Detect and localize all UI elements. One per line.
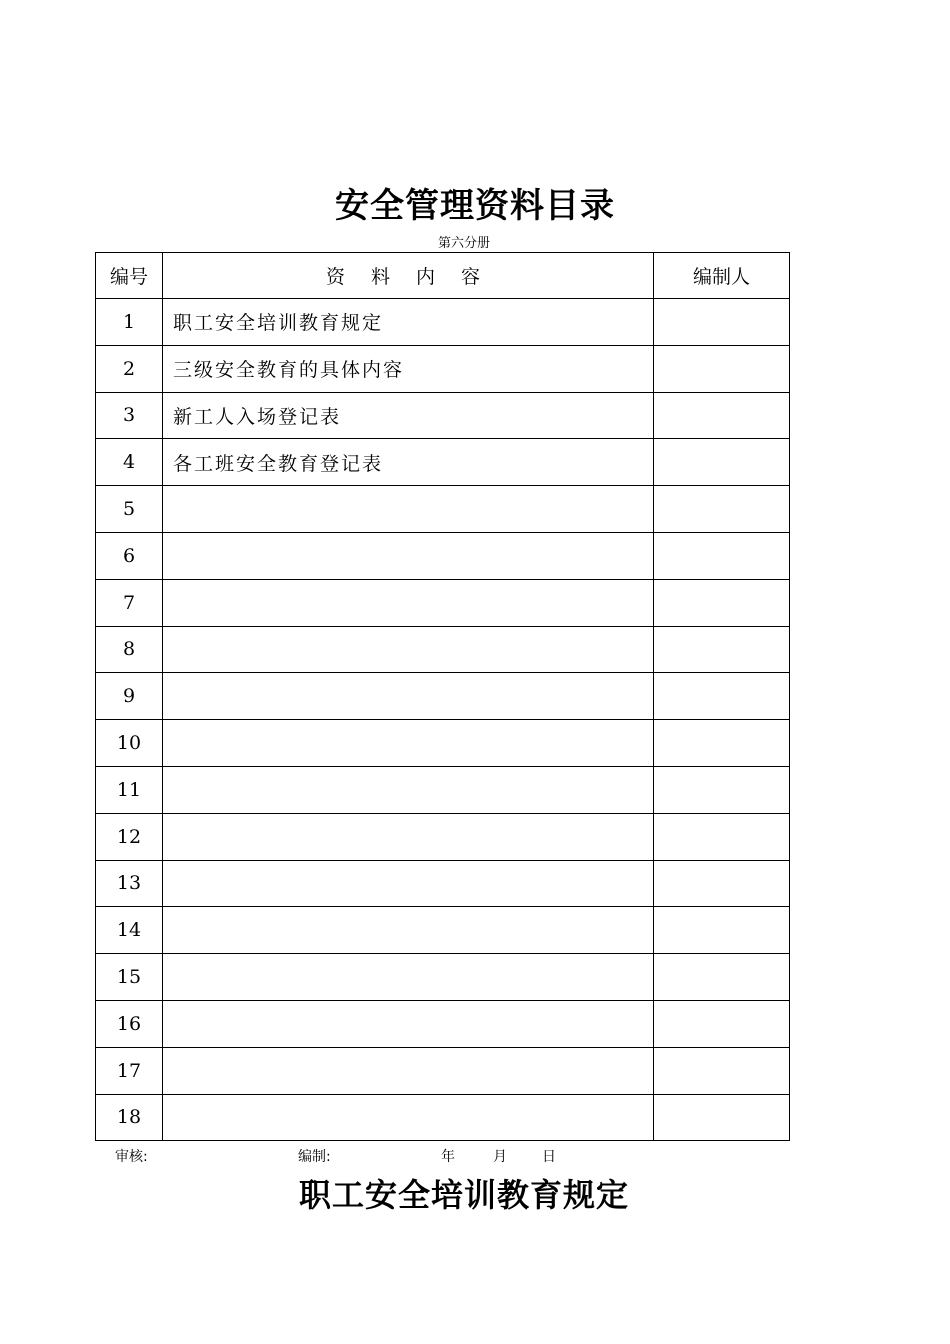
row-number: 8 <box>96 626 163 673</box>
year-label: 年 <box>441 1149 455 1165</box>
row-number: 12 <box>96 813 163 860</box>
row-author <box>654 813 790 860</box>
row-author <box>654 860 790 907</box>
reviewer-label: 审核: <box>115 1149 148 1165</box>
row-content <box>163 720 654 767</box>
row-content <box>163 813 654 860</box>
table-row <box>96 954 790 1001</box>
row-author <box>654 907 790 954</box>
row-author <box>654 954 790 1001</box>
row-author <box>654 486 790 533</box>
row-content <box>163 579 654 626</box>
row-author <box>654 532 790 579</box>
table-row <box>96 860 790 907</box>
row-content: 三级安全教育的具体内容 <box>163 345 654 392</box>
row-content <box>163 532 654 579</box>
row-number: 2 <box>96 345 163 392</box>
row-author <box>654 345 790 392</box>
row-author <box>654 392 790 439</box>
table-row <box>96 1094 790 1141</box>
row-number: 1 <box>96 299 163 346</box>
row-number: 17 <box>96 1047 163 1094</box>
table-row <box>96 907 790 954</box>
row-content: 职工安全培训教育规定 <box>163 299 654 346</box>
row-content <box>163 907 654 954</box>
table-row <box>96 1000 790 1047</box>
header-author: 编制人 <box>654 253 790 299</box>
next-section-title: 职工安全培训教育规定 <box>298 1176 629 1214</box>
table-row <box>96 720 790 767</box>
row-number: 16 <box>96 1000 163 1047</box>
header-content: 资 料 内 容 <box>163 253 654 299</box>
row-number: 15 <box>96 954 163 1001</box>
row-author <box>654 1094 790 1141</box>
row-number: 9 <box>96 673 163 720</box>
row-author <box>654 1047 790 1094</box>
row-content <box>163 860 654 907</box>
row-content <box>163 626 654 673</box>
table-row <box>96 532 790 579</box>
row-number: 10 <box>96 720 163 767</box>
table-row <box>96 345 790 392</box>
table-row <box>96 813 790 860</box>
row-number: 7 <box>96 579 163 626</box>
row-content <box>163 1047 654 1094</box>
row-number: 6 <box>96 532 163 579</box>
row-number: 5 <box>96 486 163 533</box>
row-author <box>654 626 790 673</box>
row-content <box>163 766 654 813</box>
table-row <box>96 1047 790 1094</box>
row-content: 各工班安全教育登记表 <box>163 439 654 486</box>
row-author <box>654 766 790 813</box>
month-label: 月 <box>493 1149 507 1165</box>
table-row <box>96 299 790 346</box>
row-number: 3 <box>96 392 163 439</box>
table-row <box>96 486 790 533</box>
row-content <box>163 486 654 533</box>
table-row <box>96 392 790 439</box>
row-number: 14 <box>96 907 163 954</box>
volume-subtitle: 第六分册 <box>437 236 490 251</box>
table-row <box>96 673 790 720</box>
row-content <box>163 1000 654 1047</box>
catalog-table <box>95 252 790 1141</box>
row-author <box>654 1000 790 1047</box>
row-number: 13 <box>96 860 163 907</box>
row-content <box>163 673 654 720</box>
row-author <box>654 673 790 720</box>
page-title: 安全管理资料目录 <box>335 186 615 226</box>
day-label: 日 <box>542 1149 556 1165</box>
row-author <box>654 299 790 346</box>
table-row <box>96 626 790 673</box>
table-row <box>96 579 790 626</box>
row-number: 4 <box>96 439 163 486</box>
row-number: 18 <box>96 1094 163 1141</box>
table-row <box>96 766 790 813</box>
table-row <box>96 439 790 486</box>
row-content: 新工人入场登记表 <box>163 392 654 439</box>
compiler-label: 编制: <box>298 1149 331 1165</box>
row-author <box>654 579 790 626</box>
row-content <box>163 1094 654 1141</box>
row-author <box>654 720 790 767</box>
row-number: 11 <box>96 766 163 813</box>
row-author <box>654 439 790 486</box>
row-content <box>163 954 654 1001</box>
header-number: 编号 <box>96 253 163 299</box>
table-header-row <box>96 253 790 299</box>
